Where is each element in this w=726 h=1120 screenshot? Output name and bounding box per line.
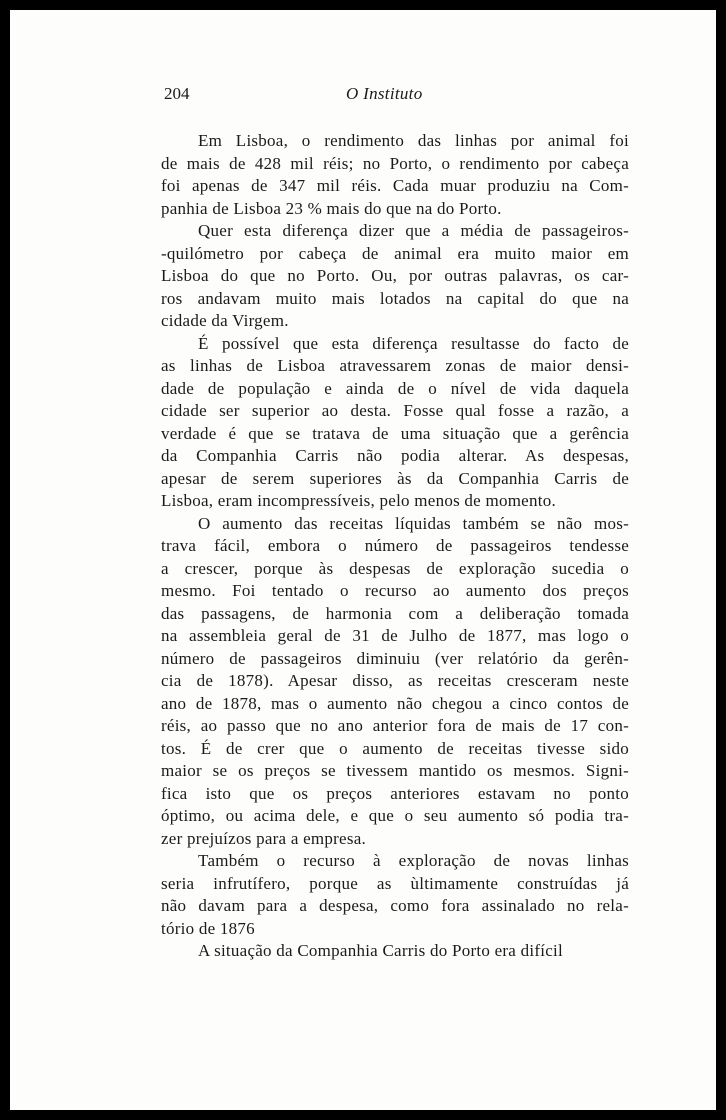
text-line: na assembleia geral de 31 de Julho de 1877, mas logo o [161,626,629,645]
text-line: É possível que esta diferença resultasse do facto de [198,333,629,353]
paragraph [161,850,629,940]
text-line: zer prejuízos para a empresa. [161,828,366,848]
text-line: cia de 1878). Apesar disso, as receitas cresceram neste [161,671,629,690]
text-line: trava fácil, embora o número de passageiros tendesse [161,536,629,555]
text-line: Lisboa, eram incompressíveis, pelo menos de momento. [161,491,556,510]
text-line: maior se os preços se tivessem mantido os mesmos. Signi- [161,761,629,780]
text-line: das passagens, de harmonia com a deliberação tomada [161,603,629,623]
paragraph [161,220,629,333]
text-line: a crescer, porque às despesas de exploração sucedia o [161,558,629,578]
text-line: O aumento das receitas líquidas também se não mos- [198,513,629,533]
text-line: A situação da Companhia Carris do Porto era difícil [198,941,563,960]
text-line: tório de 1876 [161,918,255,938]
text-line: verdade é que se tratava de uma situação que a gerência [161,423,629,443]
text-line: não davam para a despesa, como fora assinalado no rela- [161,896,629,915]
paragraph [161,940,629,963]
text-line: tos. É de crer que o aumento de receitas tivesse sido [161,738,629,758]
text-line: réis, ao passo que no ano anterior fora de mais de 17 con- [161,716,629,735]
paragraph [161,513,629,851]
page-number: 204 [164,84,190,103]
text-line: óptimo, ou acima dele, e que o seu aumento só podia tra- [161,806,629,825]
paragraph [161,333,629,513]
body-text [161,130,629,963]
text-line: cidade ser superior ao desta. Fosse qual fosse a razão, a [161,401,629,420]
text-line: dade de população e ainda de o nível de vida daquela [161,378,629,398]
text-line: Em Lisboa, o rendimento das linhas por animal foi [198,131,629,150]
text-line: panhia de Lisboa 23 % mais do que na do Porto. [161,198,502,218]
text-line: mesmo. Foi tentado o recurso ao aumento dos preços [161,581,629,600]
text-line: Lisboa do que no Porto. Ou, por outras palavras, os car- [161,266,629,285]
text-line: ano de 1878, mas o aumento não chegou a cinco contos de [161,693,629,713]
running-title: O Instituto [346,84,423,103]
book-page [10,10,716,1110]
text-line: da Companhia Carris não podia alterar. As despesas, [161,446,629,465]
text-line: foi apenas de 347 mil réis. Cada muar produziu na Com- [161,176,629,195]
text-line: cidade da Virgem. [161,311,289,330]
text-line: apesar de serem superiores às da Companhia Carris de [161,468,629,488]
paragraph [161,130,629,220]
text-line: número de passageiros diminuiu (ver relatório da gerên- [161,648,629,668]
text-line: seria infrutífero, porque as ùltimamente construídas já [161,873,629,893]
text-line: Quer esta diferença dizer que a média de passageiros- [198,221,629,240]
text-line: Também o recurso à exploração de novas linhas [198,851,629,870]
text-line: de mais de 428 mil réis; no Porto, o rendimento por cabeça [161,153,629,173]
text-line: as linhas de Lisboa atravessarem zonas de maior densi- [161,356,629,375]
page-header [164,84,634,110]
text-line: ros andavam muito mais lotados na capital do que na [161,288,629,308]
text-line: fica isto que os preços anteriores estavam no ponto [161,783,629,803]
text-line: -quilómetro por cabeça de animal era muito maior em [161,243,629,263]
